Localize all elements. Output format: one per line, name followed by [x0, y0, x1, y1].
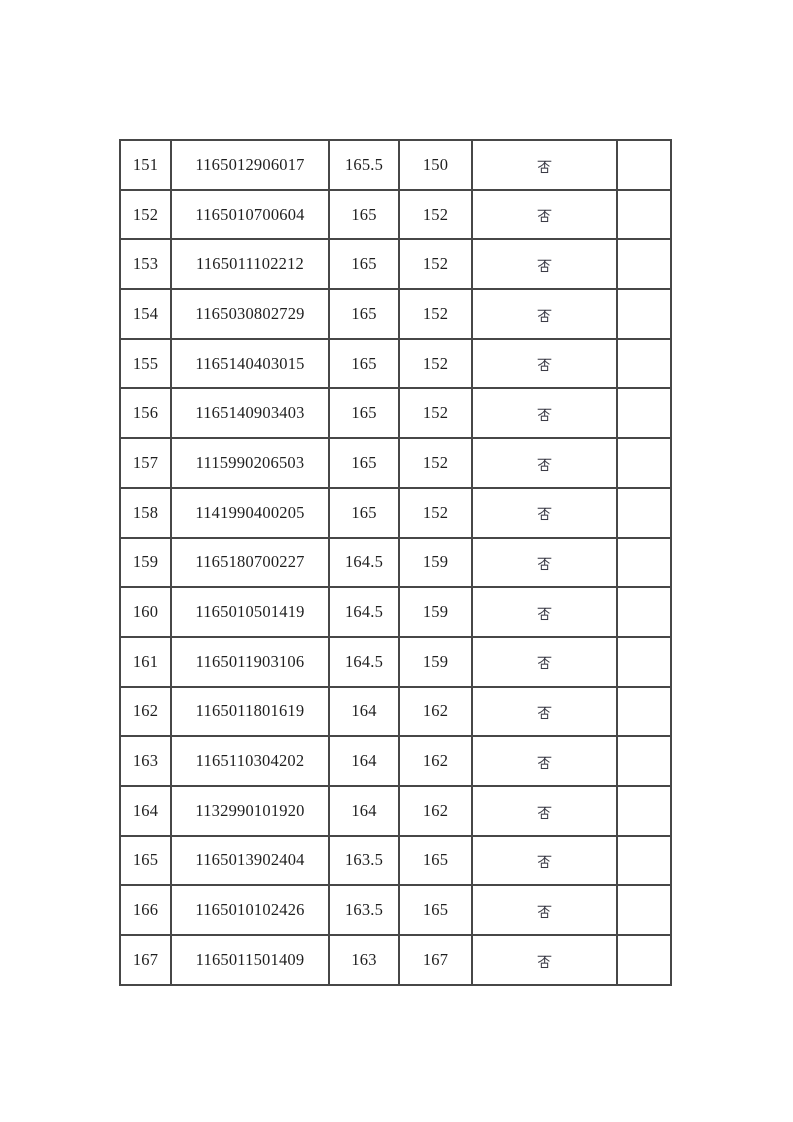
table-row: [120, 885, 671, 935]
cell-score-rank: 162: [399, 736, 472, 786]
table-row: [120, 140, 671, 190]
table-row: [120, 637, 671, 687]
cell-confirm: [472, 388, 617, 438]
cell-rank: 153: [120, 239, 171, 289]
chinese-no-character-icon: [537, 407, 552, 422]
cell-rank: 152: [120, 190, 171, 240]
cell-score: 165: [329, 488, 399, 538]
chinese-no-character-icon: [537, 755, 552, 770]
chinese-no-character-icon: [537, 357, 552, 372]
table-row: [120, 289, 671, 339]
cell-exam-id: 1141990400205: [171, 488, 329, 538]
table-row: [120, 786, 671, 836]
cell-score: 164.5: [329, 637, 399, 687]
cell-exam-id: 1165140403015: [171, 339, 329, 389]
cell-note: [617, 488, 671, 538]
cell-score: 165: [329, 190, 399, 240]
chinese-no-character-icon: [537, 208, 552, 223]
cell-confirm: [472, 587, 617, 637]
cell-confirm: [472, 488, 617, 538]
cell-score-rank: 162: [399, 687, 472, 737]
cell-score: 164.5: [329, 538, 399, 588]
cell-note: [617, 587, 671, 637]
cell-exam-id: 1165010102426: [171, 885, 329, 935]
table-row: [120, 339, 671, 389]
table-row: [120, 687, 671, 737]
cell-rank: 155: [120, 339, 171, 389]
chinese-no-character-icon: [537, 854, 552, 869]
roster-body: [120, 140, 671, 985]
cell-confirm: [472, 190, 617, 240]
cell-score: 164: [329, 786, 399, 836]
cell-note: [617, 289, 671, 339]
table-row: [120, 190, 671, 240]
cell-score-rank: 165: [399, 836, 472, 886]
cell-score: 165.5: [329, 140, 399, 190]
cell-confirm: [472, 239, 617, 289]
cell-score: 163.5: [329, 836, 399, 886]
chinese-no-character-icon: [537, 457, 552, 472]
cell-score: 165: [329, 289, 399, 339]
cell-note: [617, 836, 671, 886]
cell-rank: 164: [120, 786, 171, 836]
cell-exam-id: 1165110304202: [171, 736, 329, 786]
cell-confirm: [472, 339, 617, 389]
cell-exam-id: 1165011102212: [171, 239, 329, 289]
cell-score-rank: 152: [399, 388, 472, 438]
cell-confirm: [472, 637, 617, 687]
cell-rank: 154: [120, 289, 171, 339]
cell-score-rank: 165: [399, 885, 472, 935]
cell-score: 165: [329, 239, 399, 289]
cell-score: 163.5: [329, 885, 399, 935]
cell-exam-id: 1165030802729: [171, 289, 329, 339]
cell-rank: 165: [120, 836, 171, 886]
table-row: [120, 587, 671, 637]
table-row: [120, 935, 671, 985]
chinese-no-character-icon: [537, 159, 552, 174]
cell-confirm: [472, 836, 617, 886]
chinese-no-character-icon: [537, 904, 552, 919]
cell-note: [617, 935, 671, 985]
cell-note: [617, 140, 671, 190]
cell-rank: 163: [120, 736, 171, 786]
cell-score: 164.5: [329, 587, 399, 637]
chinese-no-character-icon: [537, 954, 552, 969]
cell-note: [617, 190, 671, 240]
cell-exam-id: 1165011501409: [171, 935, 329, 985]
cell-score-rank: 150: [399, 140, 472, 190]
cell-rank: 166: [120, 885, 171, 935]
cell-note: [617, 339, 671, 389]
table-row: [120, 388, 671, 438]
cell-rank: 158: [120, 488, 171, 538]
chinese-no-character-icon: [537, 506, 552, 521]
cell-score: 164: [329, 687, 399, 737]
cell-note: [617, 885, 671, 935]
chinese-no-character-icon: [537, 705, 552, 720]
cell-score-rank: 159: [399, 538, 472, 588]
cell-score: 165: [329, 438, 399, 488]
cell-score-rank: 167: [399, 935, 472, 985]
cell-exam-id: 1165140903403: [171, 388, 329, 438]
cell-score: 165: [329, 339, 399, 389]
cell-note: [617, 388, 671, 438]
table-row: [120, 836, 671, 886]
chinese-no-character-icon: [537, 655, 552, 670]
chinese-no-character-icon: [537, 606, 552, 621]
cell-note: [617, 538, 671, 588]
cell-confirm: [472, 140, 617, 190]
cell-rank: 156: [120, 388, 171, 438]
cell-note: [617, 687, 671, 737]
cell-confirm: [472, 935, 617, 985]
cell-score: 163: [329, 935, 399, 985]
table-row: [120, 488, 671, 538]
cell-score-rank: 152: [399, 190, 472, 240]
cell-score: 164: [329, 736, 399, 786]
cell-exam-id: 1165011801619: [171, 687, 329, 737]
cell-rank: 167: [120, 935, 171, 985]
cell-exam-id: 1165180700227: [171, 538, 329, 588]
chinese-no-character-icon: [537, 258, 552, 273]
cell-confirm: [472, 289, 617, 339]
chinese-no-character-icon: [537, 805, 552, 820]
cell-score-rank: 152: [399, 239, 472, 289]
cell-confirm: [472, 438, 617, 488]
cell-note: [617, 786, 671, 836]
cell-score-rank: 159: [399, 587, 472, 637]
cell-rank: 159: [120, 538, 171, 588]
cell-note: [617, 736, 671, 786]
cell-exam-id: 1165013902404: [171, 836, 329, 886]
table-row: [120, 538, 671, 588]
cell-score-rank: 152: [399, 289, 472, 339]
chinese-no-character-icon: [537, 308, 552, 323]
cell-exam-id: 1165011903106: [171, 637, 329, 687]
cell-exam-id: 1115990206503: [171, 438, 329, 488]
cell-confirm: [472, 736, 617, 786]
table-row: [120, 736, 671, 786]
chinese-no-character-icon: [537, 556, 552, 571]
cell-confirm: [472, 687, 617, 737]
cell-rank: 157: [120, 438, 171, 488]
cell-confirm: [472, 538, 617, 588]
cell-rank: 160: [120, 587, 171, 637]
cell-note: [617, 438, 671, 488]
cell-note: [617, 239, 671, 289]
cell-confirm: [472, 786, 617, 836]
cell-score-rank: 152: [399, 438, 472, 488]
cell-rank: 161: [120, 637, 171, 687]
cell-exam-id: 1165012906017: [171, 140, 329, 190]
cell-note: [617, 637, 671, 687]
cell-rank: 162: [120, 687, 171, 737]
table-row: [120, 239, 671, 289]
cell-exam-id: 1132990101920: [171, 786, 329, 836]
table-row: [120, 438, 671, 488]
cell-confirm: [472, 885, 617, 935]
cell-exam-id: 1165010501419: [171, 587, 329, 637]
cell-score: 165: [329, 388, 399, 438]
cell-rank: 151: [120, 140, 171, 190]
cell-score-rank: 159: [399, 637, 472, 687]
cell-score-rank: 152: [399, 488, 472, 538]
cell-score-rank: 162: [399, 786, 472, 836]
cell-score-rank: 152: [399, 339, 472, 389]
score-roster-table: [119, 139, 672, 986]
cell-exam-id: 1165010700604: [171, 190, 329, 240]
